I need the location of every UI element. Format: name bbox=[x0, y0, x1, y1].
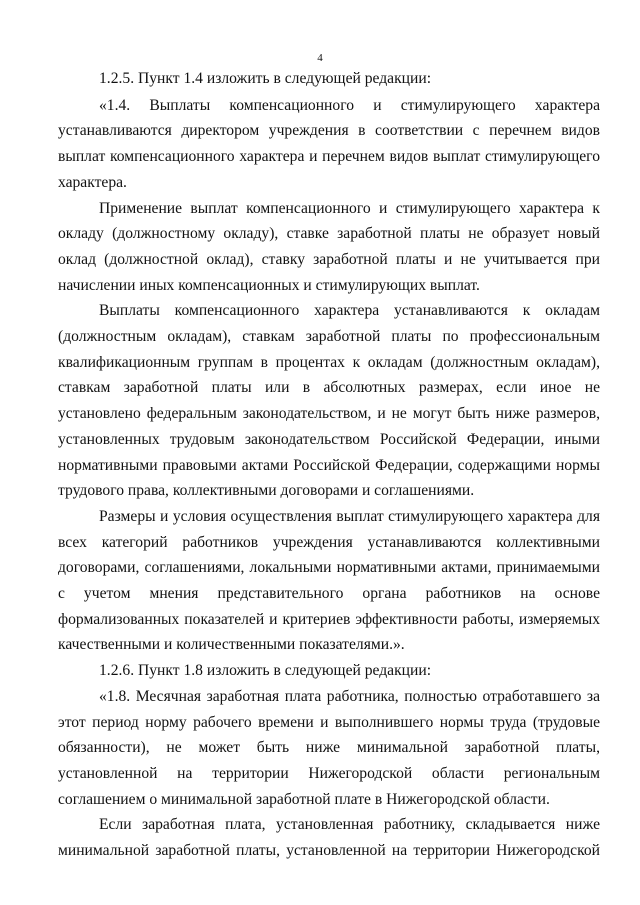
paragraph-1-2-5-heading: 1.2.5. Пункт 1.4 изложить в следующей редакции: bbox=[99, 70, 432, 87]
paragraph-1-4-intro: «1.4. Выплаты компенсационного и стимулирующего характера устанавливаются директором учреждения в соответствии с перечнем видов выплат компенсационного характера и перечнем видов выплат стимулирующего характера. bbox=[58, 96, 600, 191]
document-body bbox=[58, 66, 600, 864]
paragraph-stimulating-payments: Размеры и условия осуществления выплат стимулирующего характера для всех категорий работников учреждения устанавливаются коллективными договорами, соглашениями, локальными нормативными актами, принимаемыми с учетом мнения представительного органа работников на основе формализованных показателей и критериев эффективности работы, измеряемых качественными и количественными показателями.». bbox=[58, 507, 600, 654]
paragraph-salary-below-minimum: Если заработная плата, установленная работнику, складывается ниже минимальной заработной платы, установленной на территории Нижегородской bbox=[58, 816, 600, 860]
page-number: 4 bbox=[317, 52, 323, 64]
paragraph-1-8-monthly-salary: «1.8. Месячная заработная плата работника, полностью отработавшего за этот период норму рабочего времени и выполнившего нормы труда (трудовые обязанности), не может быть ниже минимальной заработной платы, установленной на территории Нижегородской области региональным соглашением о минимальной заработной плате в Нижегородской области. bbox=[58, 687, 600, 808]
paragraph-1-2-6-heading: 1.2.6. Пункт 1.8 изложить в следующей редакции: bbox=[99, 662, 432, 680]
paragraph-application-of-payments: Применение выплат компенсационного и стимулирующего характера к окладу (должностному окладу), ставке заработной платы не образует новый оклад (должностной оклад), ставку заработной платы и не учитывается при начислении иных компенсационных и стимулирующих выплат. bbox=[58, 199, 600, 294]
paragraph-compensation-payments: Выплаты компенсационного характера устанавливаются к окладам (должностным окладам), ставкам заработной платы по профессиональным квалификационным группам в процентах к окладам (должностным окладам), ставкам заработной платы или в абсолютных размерах, если иное не установлено федеральным законодательством, и не могут быть ниже размеров, установленных трудовым законодательством Российской Федерации, иными нормативными правовыми актами Российской Федерации, содержащими нормы трудового права, коллективными договорами и соглашениями. bbox=[58, 302, 600, 500]
